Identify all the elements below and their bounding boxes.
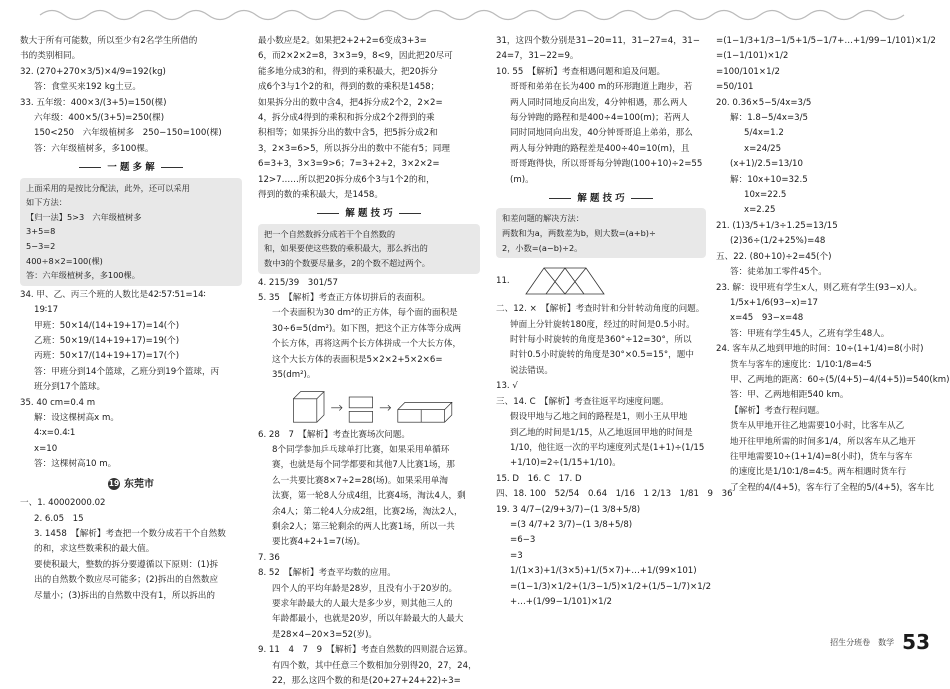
text-line: =50/101	[716, 82, 754, 93]
answer-24: 24. 客车从乙地到甲地的时间：10÷(1+1/4)=8(小时)	[716, 344, 924, 355]
tip-box	[20, 178, 242, 286]
text-line: 甲、乙两地的距离：60÷(5/(4+5)−4/(4+5))=540(km)	[730, 374, 950, 385]
tip-line: 和，如果要使这些数的乘积最大，那么拆出的	[264, 243, 428, 254]
text-line: 5/4x=1.2	[744, 128, 784, 139]
answer-10: 10. 55 【解析】考查相遇问题和追及问题。	[496, 66, 666, 77]
section-title-solving-tips: 解 题 技 巧	[496, 191, 706, 206]
answer-20: 20. 0.36×5−5/4x=3/5	[716, 97, 812, 108]
answer-2: 2. 6.05 15	[34, 513, 84, 524]
text-line: 24=7，31−22=9。	[496, 51, 579, 62]
text-line: 数大于所有可能数，所以至少有2名学生所借的	[20, 36, 198, 46]
text-line: 同时同地同向出发，40分钟哥哥追上弟弟，那么	[510, 128, 693, 139]
trapezoid-outline	[526, 268, 604, 294]
text-line: 汰赛，第一轮8人分成4组，比赛4场，淘汰4人，剩	[272, 491, 466, 502]
text-line: x=24/25	[744, 143, 782, 154]
text-line: 哥哥和弟弟在长为400 m的环形跑道上跑步，若	[510, 82, 693, 93]
text-line: 答：甲、乙两地相距540 km。	[730, 390, 849, 401]
column-2	[258, 34, 480, 686]
text-line: 解：10x+10=32.5	[730, 174, 808, 185]
answer-11: 11.	[496, 275, 510, 286]
text-line: 8个同学参加乒乓球单打比赛，如果采用单循环	[272, 444, 450, 455]
text-line: 两人同时同地反向出发，4分钟相遇，那么两人	[510, 97, 688, 108]
answer-4: 4. 215/39 301/57	[258, 277, 338, 288]
text-line: 1/(1×3)+1/(3×5)+1/(5×7)+…+1/(99×101)	[510, 566, 697, 577]
text-line: 能多地分成3的和，得到的乘积最大，把20拆分	[258, 66, 438, 77]
text-line: 一个表面积为30 dm²的正方体，每个面的面积是	[272, 308, 458, 319]
tip-line: 把一个自然数拆分成若干个自然数的	[264, 228, 396, 239]
answer-33: 33. 五年级：400×3/(3+5)=150(棵)	[20, 97, 167, 108]
text-line: 得到的数的乘积最大，是1458。	[258, 190, 383, 201]
text-line: 地开往甲地所需的时间多1/4，所以客车从乙地开	[730, 436, 916, 447]
answer-8: 8. 52 【解析】考查平均数的应用。	[258, 568, 396, 579]
text-line: 时针0.5小时旋转的角度是30°×0.5=15°，题中	[510, 350, 694, 361]
text-line: 【解析】考查行程问题。	[730, 405, 825, 416]
answer-23: 23. 解：设甲班有学生x人，则乙班有学生(93−x)人。	[716, 282, 923, 293]
page-footer	[830, 630, 930, 654]
text-line: 钟面上分针旋转180度，经过的时间是0.5小时。	[510, 319, 695, 330]
text-line: =3	[510, 550, 523, 561]
text-line: 35(dm²)。	[272, 370, 316, 381]
text-line: 成6个3与1个2的和，得到的数的乘积是1458；	[258, 82, 440, 93]
answer-14: 三、14. C 【解析】考查往返平均速度问题。	[496, 396, 669, 407]
text-line: 最小数应是2。如果把2+2+2=6变成3+3=	[258, 36, 427, 46]
tip-box	[258, 224, 480, 274]
text-line: 12>7……所以把20拆分成6个3与1个2的和，	[258, 174, 435, 185]
text-line: =(3 4/7+2 3/7)−(1 3/8+5/8)	[510, 519, 633, 530]
text-line: x=10	[34, 443, 58, 454]
text-line: 货车从甲地开往乙地需要10小时，比客车从乙	[730, 421, 905, 432]
text-line: 解：1.8−5/4x=3/5	[730, 113, 809, 124]
text-line: (2)36÷(1/2+25%)=48	[730, 236, 826, 247]
text-line: 要使积最大，整数的拆分要遵循以下原则：(1)拆	[34, 559, 219, 570]
text-line: 答：这棵树高10 m。	[34, 459, 117, 470]
text-line: 丙班：50×17/(14+19+17)=17(个)	[34, 351, 180, 362]
text-line: 个长方体，再将这两个长方体拼成一个大长方体，	[272, 339, 462, 350]
cube-side	[317, 391, 324, 422]
answer-6: 6. 28 7 【解析】考查比赛场次问题。	[258, 429, 410, 440]
text-line: =100/101×1/2	[716, 66, 780, 77]
answer-13: 13. √	[496, 381, 518, 392]
city-heading	[20, 477, 242, 492]
cube-front	[293, 398, 316, 421]
city-name: 东莞市	[124, 478, 154, 490]
text-line: 乙班：50×19/(14+19+17)=19(个)	[34, 336, 180, 347]
footer-label: 招生分班卷 数学	[830, 637, 895, 647]
text-line: 的速度比是1/10∶1/8=4∶5。两车相遇时货车行	[730, 467, 907, 478]
answer-18: 四、18. 100 52/54 0.64 1/16 1 2/13 1/81 9 36	[496, 489, 733, 500]
triangle-figure	[520, 264, 610, 298]
long-cuboid-top	[398, 402, 452, 409]
answer-22: 五、22. (80+10)÷2=45(个)	[716, 251, 832, 262]
text-line: 是28×4−20×3=52(岁)。	[272, 629, 378, 640]
answer-12: 二、12. × 【解析】考查时针和分针转动角度的问题。	[496, 304, 705, 315]
answer-19: 19. 3 4/7−(2/9+3/7)−(1 3/8+5/8)	[496, 504, 641, 515]
text-line: 甲班：50×14/(14+19+17)=14(个)	[34, 320, 180, 331]
text-line: x=45 93−x=48	[730, 313, 804, 324]
text-line: =(1−1/101)×1/2	[716, 51, 789, 62]
text-line: 150<250 六年级植树多 250−150=100(棵)	[34, 128, 222, 139]
text-line: 班分到17个篮球。	[34, 382, 106, 393]
tip-line: 3+5=8	[26, 226, 56, 237]
tip-line: 答：六年级植树多，多100棵。	[26, 270, 140, 281]
cube-top	[293, 391, 324, 398]
text-line: 要比赛4+2+1=7(场)。	[272, 537, 366, 548]
text-line: 有四个数，其中任意三个数相加分别得20，27，24，	[272, 660, 477, 671]
text-line: (x+1)/2.5=13/10	[730, 159, 803, 170]
answer-15-17: 15. D 16. C 17. D	[496, 473, 582, 484]
text-line: =(1−1/3)×1/2+(1/3−1/5)×1/2+(1/5−1/7)×1/2	[510, 581, 712, 592]
text-line: 哥哥跑得快，所以哥哥每分钟跑(100+10)÷2=55	[510, 159, 703, 170]
long-cuboid-side	[445, 402, 452, 422]
answer-35: 35. 40 cm=0.4 m	[20, 397, 96, 408]
section-title-solving-tips: 解 题 技 巧	[258, 206, 480, 221]
text-line: 了全程的4/(4+5)，客车行了全程的5/(4+5)，客车比	[730, 482, 934, 493]
text-line: 两人每分钟跑的路程差是400÷40=10(m)，且	[510, 143, 690, 154]
text-line: 10x=22.5	[744, 190, 787, 201]
tip-line: 上面采用的是按比分配法，此外，还可以采用	[26, 182, 190, 193]
text-line: 31，这四个数分别是31−20=11，31−27=4，31−	[496, 36, 700, 46]
tip-line: 400÷8×2=100(棵)	[26, 255, 103, 266]
text-line: x=2.25	[744, 205, 776, 216]
text-line: 假设甲地与乙地之间的路程是1，则小王从甲地	[510, 412, 688, 423]
text-line: 四个人的平均年龄是28岁，且没有小于20岁的。	[272, 583, 458, 594]
answer-7: 7. 36	[258, 552, 280, 563]
text-line: 这个大长方体的表面积是5×2×2+5×2×6=	[272, 354, 443, 365]
text-line: 1/10，他往返一次的平均速度列式是(1+1)÷(1/15	[510, 442, 705, 453]
text-line: +…+(1/99−1/101)×1/2	[510, 596, 612, 607]
text-line: 货车与客车的速度比：1/10∶1/8=4∶5	[730, 359, 872, 370]
section-title-multiple-solutions: 一 题 多 解	[20, 160, 242, 175]
text-line: 1/5x+1/6(93−x)=17	[730, 297, 819, 308]
text-line: 6，而2×2×2=8，3×3=9，8<9，因此把20尽可	[258, 51, 453, 62]
answer-5: 5. 35 【解析】考查正方体切拼后的表面积。	[258, 293, 431, 304]
text-line: 么一共要比赛8×7÷2=28(场)。如果采用单淘	[272, 475, 448, 486]
cuboid-diagram	[258, 388, 478, 424]
page-number: 53	[902, 630, 930, 654]
text-line: 答：食堂买来192 kg土豆。	[34, 82, 141, 93]
text-line: 6=3+3，3×3=9>6；7=3+2+2，3×2×2=	[258, 159, 440, 170]
text-line: 要求年龄最大的人最大是多少岁，则其他三人的	[272, 598, 453, 609]
text-line: 30÷6=5(dm²)。如下图，把这个正方体等分成两	[272, 323, 462, 334]
tip-line: 【归一法】5>3 六年级植树多	[26, 211, 142, 222]
answer-1: 一、1. 40002000.02	[20, 498, 106, 509]
half-cuboid-2	[349, 397, 372, 408]
text-line: 每分钟跑的路程和是400÷4=100(m)；若两人	[510, 113, 690, 124]
text-line: 4，拆分成4得到的乘积和拆分成2个2得到的乘	[258, 113, 435, 124]
half-cuboid-1	[349, 411, 372, 422]
text-line: 赛，也就是每个同学都要和其他7人比赛1场，那	[272, 460, 455, 471]
column-1	[20, 34, 242, 624]
text-line: 如果拆分出的数中含4，把4拆分成2个2，2×2=	[258, 97, 443, 108]
tip-line: 数中3的个数要尽量多，2的个数不超过两个。	[264, 258, 430, 269]
text-line: =6−3	[510, 535, 536, 546]
text-line: (m)。	[510, 174, 534, 185]
text-line: 答：徒弟加工零件45个。	[730, 267, 827, 278]
text-line: 到乙地的时间是1/15，从乙地返回甲地的时间是	[510, 427, 693, 438]
tip-line: 如下方法：	[26, 197, 67, 208]
tip-line: 5−3=2	[26, 241, 56, 252]
top-wave-decoration	[40, 6, 910, 24]
text-line: 19∶17	[34, 305, 59, 316]
text-line: 往甲地需要10÷(1+1/4)=8(小时)，货车与客车	[730, 451, 913, 462]
text-line: 出的自然数个数应尽可能多；(2)拆出的自然数应	[34, 575, 219, 586]
text-line: 答：甲班有学生45人，乙班有学生48人。	[730, 328, 890, 339]
text-line: +1/10)=2÷(1/15+1/10)。	[510, 458, 621, 469]
text-line: 4∶x=0.4∶1	[34, 428, 76, 439]
city-number-badge: 19	[108, 478, 120, 488]
text-line: 六年级：400×5/(3+5)=250(棵)	[34, 113, 165, 124]
answer-32: 32. (270+270×3/5)×4/9=192(kg)	[20, 66, 166, 77]
text-line: 22，那么这四个数的和是(20+27+24+22)÷3=	[272, 676, 461, 686]
text-line: 3，2×3=6>5，所以拆分出的数中不能有5；同理	[258, 143, 450, 154]
text-line: =(1−1/3+1/3−1/5+1/5−1/7+…+1/99−1/101)×1/2	[716, 36, 936, 46]
answer-34: 34. 甲、乙、丙三个班的人数比是42∶57∶51=14∶	[20, 289, 206, 300]
text-line: 的和，求这些数乘积的最大值。	[34, 544, 155, 555]
tip-line: 两数和为a，两数差为b，则大数=(a+b)÷	[502, 228, 656, 239]
text-line: 答：六年级植树多，多100棵。	[34, 143, 154, 154]
tip-line: 和差问题的解决方法：	[502, 213, 584, 224]
text-line: 余4人；第二轮4人分成2组，比赛2场，淘汰2人，	[272, 506, 463, 517]
text-line: 说法错误。	[510, 365, 553, 376]
answer-3: 3. 1458 【解析】考查把一个数分成若干个自然数	[34, 528, 226, 539]
text-line: 解：设这棵树高x m。	[34, 413, 119, 424]
answer-11-row	[496, 260, 706, 302]
text-line: 尽量小；(3)拆出的自然数中没有1，所以拆出的	[34, 590, 215, 601]
text-line: 积相等；如果拆分出的数中含5，把5拆分成2和	[258, 128, 438, 139]
text-line: 剩余2人；第三轮剩余的两人比赛1场，所以一共	[272, 521, 455, 532]
text-line: 时针每小时旋转的角度是360°÷12=30°，所以	[510, 335, 692, 346]
answer-9: 9. 11 4 7 9 【解析】考查自然数的四则混合运算。	[258, 645, 473, 656]
text-line: 书的类别相同。	[20, 51, 81, 62]
tip-box	[496, 208, 706, 258]
text-line: 年龄都最小，也就是20岁，所以年龄最大的人最大	[272, 614, 464, 625]
answer-21: 21. (1)3/5+1/3÷1.25=13/15	[716, 220, 838, 231]
text-line: 答：甲班分到14个篮球，乙班分到19个篮球，丙	[34, 366, 220, 377]
tip-line: 2，小数=(a−b)÷2。	[502, 242, 583, 253]
column-4	[716, 34, 950, 624]
column-3	[496, 34, 733, 624]
